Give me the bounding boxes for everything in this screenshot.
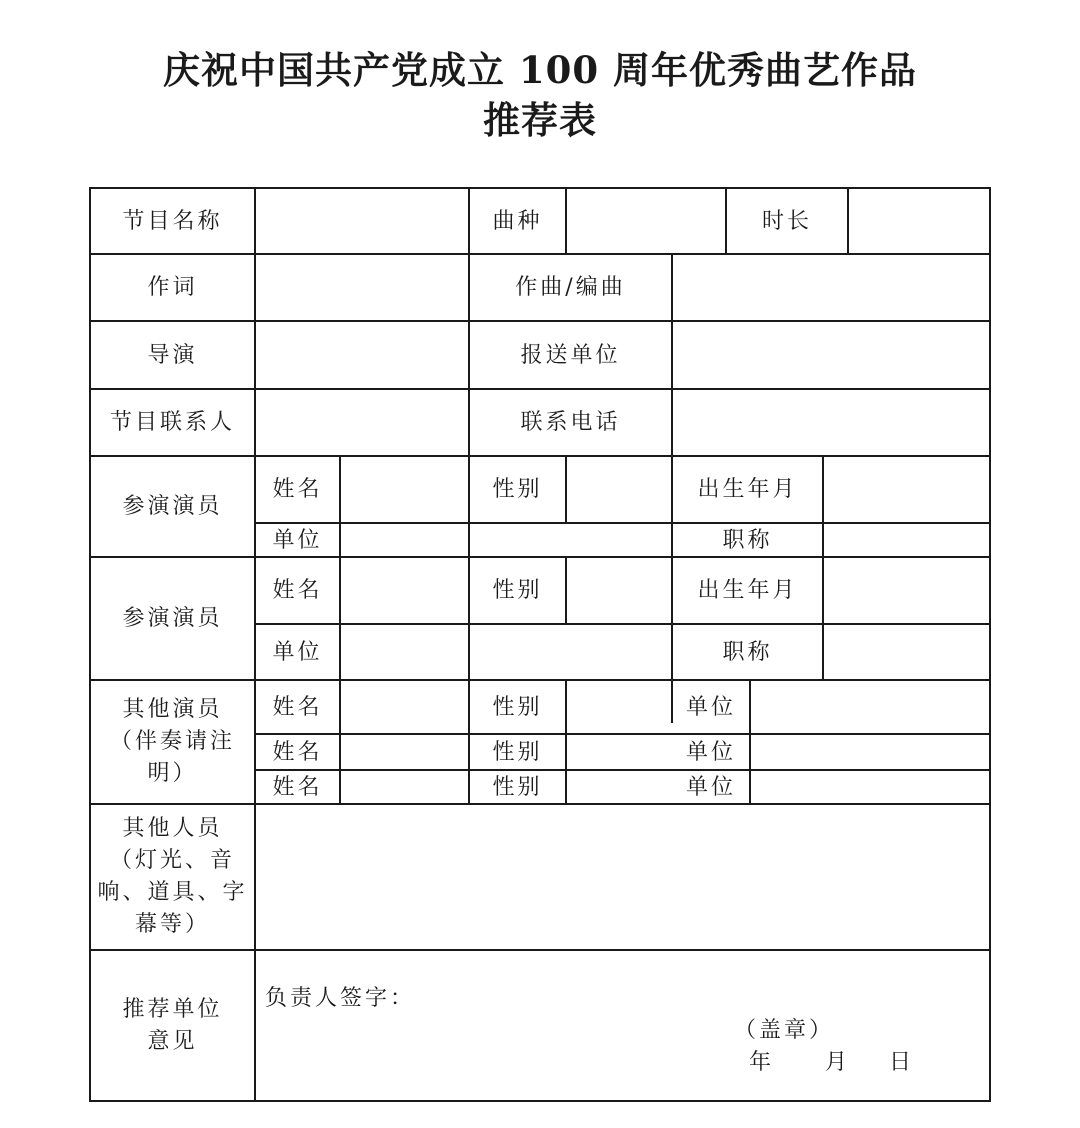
field-other-2-gender[interactable] — [567, 735, 671, 769]
label-unit: 单位 — [272, 527, 323, 553]
label-other-staff — [91, 805, 254, 949]
label-submitting-unit: 报送单位 — [520, 342, 621, 368]
label-other-staff-line2: （灯光、音 — [109, 848, 235, 874]
table-border-bottom — [89, 1100, 991, 1102]
field-performer-1-title[interactable] — [824, 524, 989, 556]
label-other-performers-line3: 明） — [147, 760, 198, 786]
label-birth: 出生年月 — [697, 578, 798, 603]
signature-label: 负责人签字： — [265, 986, 416, 1011]
field-director[interactable] — [256, 322, 468, 388]
label-gender: 性别 — [492, 477, 543, 502]
label-other-performers — [91, 681, 254, 803]
label-name: 姓名 — [272, 739, 323, 765]
field-other-2-unit[interactable] — [751, 735, 989, 769]
date-month-label: 月 — [825, 1050, 851, 1075]
label-birth: 出生年月 — [697, 477, 798, 502]
field-other-staff[interactable] — [256, 805, 989, 949]
field-contact-phone[interactable] — [673, 390, 989, 455]
label-program-name: 节目名称 — [122, 208, 223, 234]
field-lyricist[interactable] — [256, 255, 468, 320]
field-other-3-gender[interactable] — [567, 771, 671, 803]
field-other-3-name[interactable] — [341, 771, 468, 803]
field-performer-2-name[interactable] — [341, 558, 468, 623]
field-performer-1-gender[interactable] — [567, 457, 671, 522]
label-name: 姓名 — [272, 694, 323, 720]
label-duration: 时长 — [761, 208, 812, 234]
label-performer-2: 参演演员 — [122, 606, 223, 631]
date-day-label: 日 — [889, 1050, 915, 1075]
label-recommend-opinion-line1: 推荐单位 — [122, 996, 223, 1022]
field-performer-1-birth[interactable] — [824, 457, 989, 522]
seal-label: （盖章） — [734, 1018, 835, 1043]
field-other-1-gender[interactable] — [567, 681, 671, 733]
label-other-staff-line4: 幕等） — [134, 911, 210, 937]
field-composer[interactable] — [673, 255, 989, 320]
label-genre: 曲种 — [492, 208, 543, 234]
field-genre[interactable] — [567, 189, 725, 253]
label-gender: 性别 — [492, 578, 543, 603]
label-other-performers-line2: （伴奏请注 — [109, 729, 235, 755]
label-title-rank: 职称 — [722, 639, 773, 665]
table-border-right — [989, 187, 991, 1102]
field-performer-1-unit[interactable] — [341, 524, 671, 556]
date-year-label: 年 — [749, 1050, 775, 1075]
field-performer-1-name[interactable] — [341, 457, 468, 522]
label-contact-phone: 联系电话 — [520, 410, 621, 435]
label-gender: 性别 — [492, 694, 543, 720]
label-recommend-opinion — [91, 951, 254, 1100]
label-other-staff-line1: 其他人员 — [122, 816, 223, 842]
field-other-3-unit[interactable] — [751, 771, 989, 803]
label-unit: 单位 — [685, 739, 736, 765]
label-other-performers-line1: 其他演员 — [122, 697, 223, 723]
label-contact-person: 节目联系人 — [109, 410, 235, 435]
field-recommend-opinion[interactable] — [256, 951, 989, 1100]
field-performer-2-birth[interactable] — [824, 558, 989, 623]
field-other-1-name[interactable] — [341, 681, 468, 733]
label-director: 导演 — [147, 342, 198, 368]
label-name: 姓名 — [272, 774, 323, 800]
label-other-staff-line3: 响、道具、字 — [97, 880, 248, 905]
field-performer-2-gender[interactable] — [567, 558, 671, 623]
label-gender: 性别 — [492, 774, 543, 800]
label-composer: 作曲/编曲 — [515, 275, 626, 300]
field-duration[interactable] — [849, 189, 989, 253]
field-contact-person[interactable] — [256, 390, 468, 455]
recommendation-form-table — [89, 187, 991, 1102]
field-program-name[interactable] — [256, 189, 468, 253]
label-gender: 性别 — [492, 739, 543, 765]
label-lyricist: 作词 — [147, 275, 198, 300]
label-unit: 单位 — [685, 694, 736, 720]
field-other-2-name[interactable] — [341, 735, 468, 769]
label-unit: 单位 — [272, 639, 323, 665]
field-performer-2-title[interactable] — [824, 625, 989, 679]
label-unit: 单位 — [685, 774, 736, 800]
label-title-rank: 职称 — [722, 527, 773, 553]
form-title-line2: 推荐表 — [483, 98, 597, 142]
label-performer-1: 参演演员 — [122, 494, 223, 519]
label-name: 姓名 — [272, 578, 323, 603]
label-name: 姓名 — [272, 477, 323, 502]
form-title-line1: 庆祝中国共产党成立 100 周年优秀曲艺作品 — [163, 48, 917, 92]
field-submitting-unit[interactable] — [673, 322, 989, 388]
field-performer-2-unit[interactable] — [341, 625, 671, 679]
field-other-1-unit[interactable] — [751, 681, 989, 733]
label-recommend-opinion-line2: 意见 — [147, 1028, 198, 1054]
